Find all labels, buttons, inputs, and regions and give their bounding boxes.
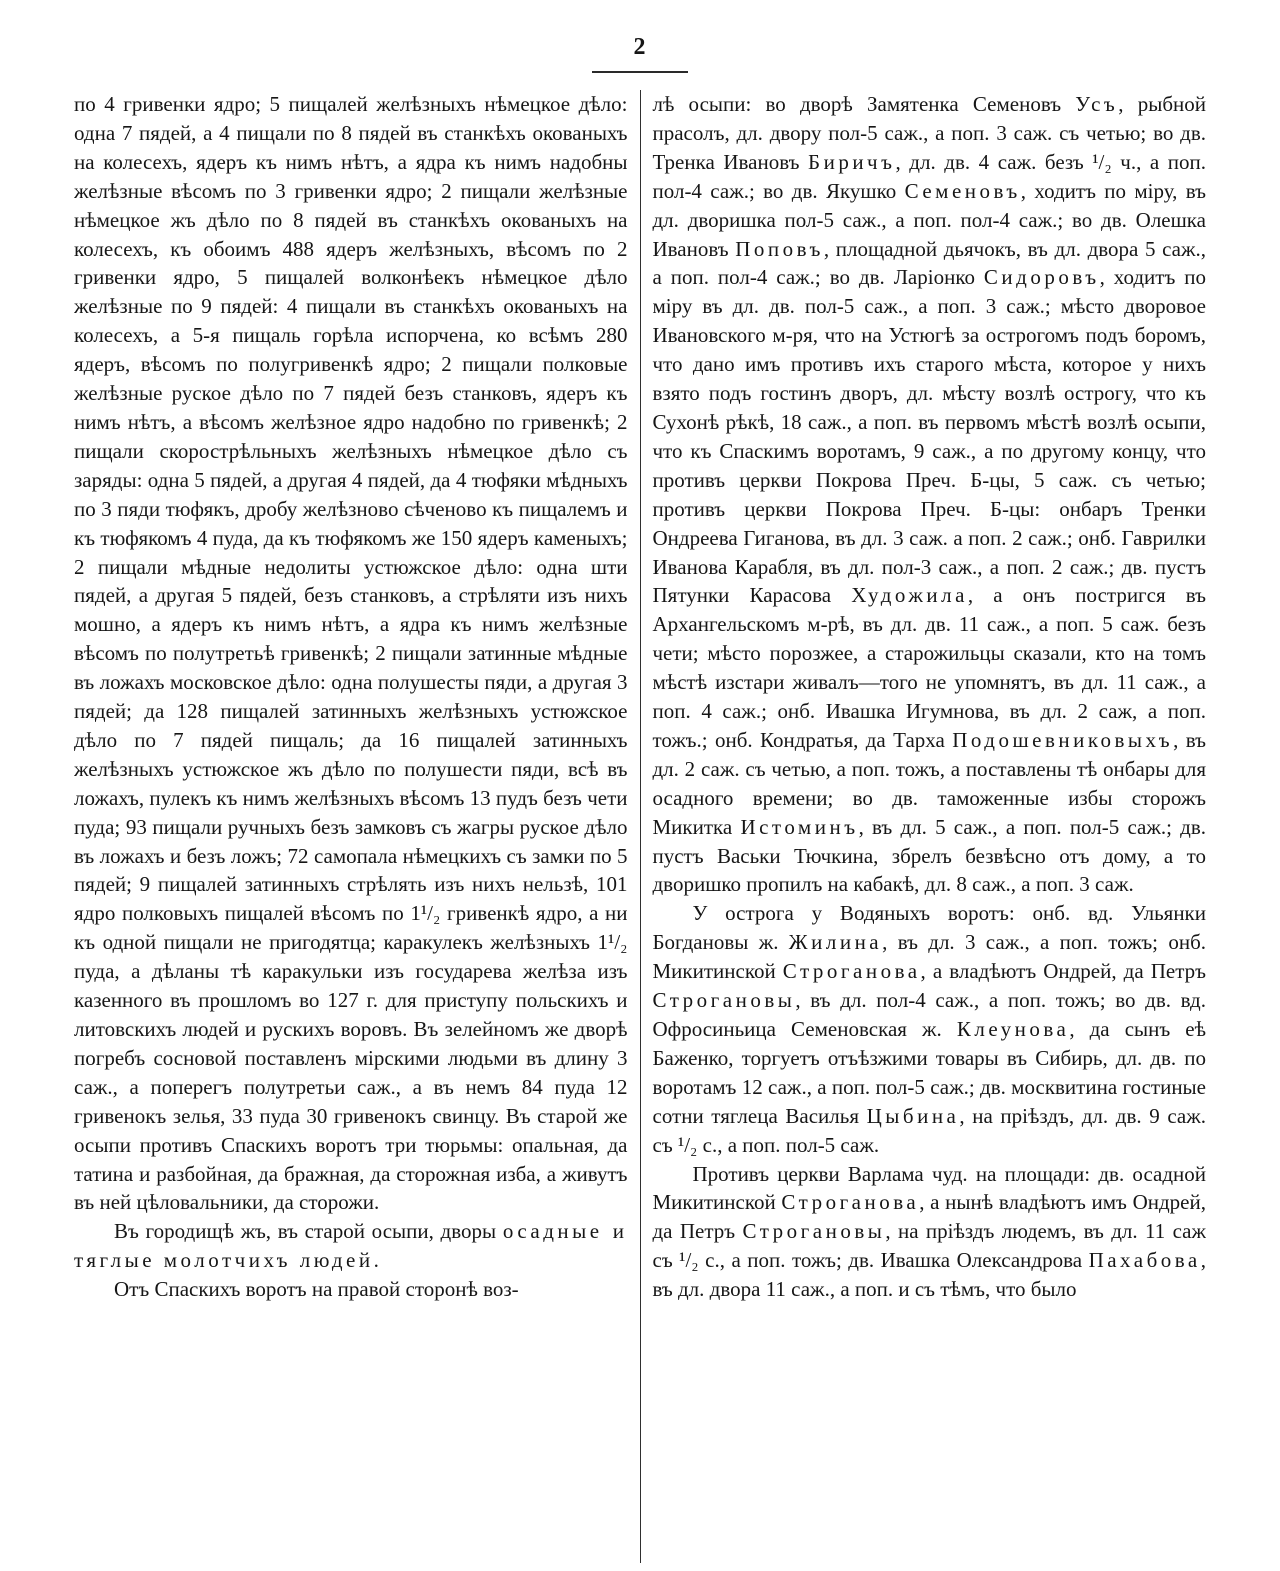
paragraph [74, 1275, 628, 1304]
letterspaced-name: Поповъ [735, 236, 824, 261]
paragraph [653, 90, 1207, 899]
letterspaced-name: Биричъ [808, 149, 896, 174]
text-column-left [74, 90, 640, 1563]
text-run: лѣ осыпи: во дворѣ Замятенка Семеновъ [652, 92, 1076, 116]
text-run: , въ дл. 3 саж., а поп. тожъ; онб. Микитинской [652, 930, 1206, 984]
letterspaced-name: Семеновъ [904, 178, 1021, 203]
letterspaced-name: осадные и тяглые молотчихъ людей [74, 1219, 628, 1273]
text-run: , въ дл. пол-4 саж., а поп. тожъ; во дв. вд. Офросиньица Семеновская ж. [652, 988, 1206, 1041]
letterspaced-name: Пахабова [1088, 1248, 1201, 1273]
letterspaced-name: Цыбина [866, 1103, 960, 1128]
text-column-right [641, 90, 1207, 1563]
text-run: , въ дл. 5 саж., а поп. пол-5 саж.; дв. пустъ Васьки Тючкина, збрелъ безвѣсно отъ дому, а то дворишко пропилъ на кабакѣ, дл. 8 саж., а поп. 3 саж. [652, 814, 1206, 897]
page-number: 2 [633, 34, 647, 60]
text-run: Въ городищѣ жъ, въ старой осыпи, дворы [114, 1219, 503, 1244]
paragraph [653, 1160, 1207, 1305]
paragraph [74, 1217, 628, 1275]
letterspaced-name: Клеунова [956, 1017, 1070, 1041]
text-run: , въ дл. двора 11 саж., а поп. и съ тѣмъ, что было [652, 1248, 1206, 1302]
header-rule [592, 71, 688, 73]
text-run: Противъ церкви Варлама чуд. на площади: дв. осадной Микитинской [652, 1161, 1206, 1215]
letterspaced-name: Истоминъ [740, 814, 859, 839]
text-run: , а онъ постригся въ Архангельскомъ м-рѣ, въ дл. дв. 11 саж., а поп. 5 саж. безъ чети; мѣсто порозжее, а старожильцы сказали, кто на томъ мѣстѣ изстари живалъ—того не упомнятъ, въ дл. 11 саж., а поп. 4 саж.; онб. Ивашка Игумнова, въ дл. 2 саж, а поп. тожъ.; онб. Кондратья, да Тарха [652, 583, 1206, 752]
paragraph [653, 899, 1207, 1159]
letterspaced-name: Художила [851, 583, 968, 608]
text-run: , на пріѣздъ, дл. дв. 9 саж. съ ¹/₂ с., а поп. пол-5 саж. [652, 1103, 1206, 1157]
text-run: , да сынъ еѣ Баженко, торгуетъ отъѣзжими товары въ Сибирь, дл. дв. по воротамъ 12 саж., а поп. пол-5 саж.; дв. москвитина гостиные сотни тяглеца Василья [652, 1017, 1206, 1128]
text-run: , рыбной прасолъ, дл. двору пол-5 саж., а поп. 3 саж. съ четью; во дв. Тренка Ивановъ [652, 92, 1206, 174]
letterspaced-name: Строгановы [742, 1219, 886, 1244]
letterspaced-name: Строгановы [652, 988, 796, 1013]
text-block [74, 90, 1206, 1563]
text-run: . [373, 1248, 379, 1273]
letterspaced-name: Сидоровъ [983, 265, 1100, 290]
letterspaced-name: Усъ [1075, 92, 1119, 116]
text-run: , а нынѣ владѣютъ имъ Ондрей, да Петръ [652, 1190, 1206, 1244]
text-run: , ходитъ по міру, въ дл. дворишка пол-5 саж., а поп. пол-4 саж.; во дв. Олешка Ивановъ [652, 178, 1206, 261]
text-run: , а владѣютъ Ондрей, да Петръ [920, 959, 1206, 984]
text-run: , на пріѣздъ людемъ, въ дл. 11 саж съ ¹/₂ с., а поп. тожъ; дв. Ивашка Олександрова [652, 1219, 1206, 1273]
text-run: по 4 гривенки ядро; 5 пищалей желѣзныхъ нѣмецкое дѣло: одна 7 пядей, а 4 пищали по 8 пядей въ станкѣхъ окованыхъ на колесехъ, ядеръ къ нимъ нѣтъ, а ядра къ нимъ надобны желѣзные вѣсомъ по 3 гривенки ядро; 2 пищали желѣзные нѣмецкое жъ дѣло по 8 пядей въ станкѣхъ окованыхъ на колесехъ, къ обоимъ 488 ядеръ желѣзныхъ, вѣсомъ по 2 гривенки ядро, 5 пищалей волконѣекъ нѣмецкое дѣло желѣзные по 9 пядей: 4 пищали въ станкѣхъ окованыхъ на колесехъ, а 5-я пищаль горѣла испорчена, ко всѣмъ 280 ядеръ, вѣсомъ по полугривенкѣ ядро; 2 пищали полковые желѣзные руское дѣло по 7 пядей безъ станковъ, ядеръ къ нимъ нѣтъ, а вѣсомъ желѣзное ядро надобно по гривенкѣ; 2 пищали скорострѣльныхъ желѣзныхъ нѣмецкое дѣло съ заряды: одна 5 пядей, а другая 4 пядей, да 4 тюфяки мѣдныхъ по 3 пяди тюфякъ, дробу желѣзново сѣченово къ пищалемъ и къ тюфякомъ 4 пуда, да къ тюфякомъ же 150 ядеръ каменыхъ; 2 пищали мѣдные недолиты устюжское дѣло: одна шти пядей, а другая 5 пядей, безъ станковъ, а стрѣляти изъ нихъ мошно, а ядеръ къ нимъ нѣтъ, а ядра къ нимъ желѣзные вѣсомъ по полутретьѣ гривенкѣ; 2 пищали затинные мѣдные въ ложахъ московское дѣло: одна полушесты пяди, а другая 3 пядей; да 128 пищалей затинныхъ желѣзныхъ устюжское дѣло по 7 пядей пищаль; да 16 пищалей затинныхъ желѣзныхъ устюжское жъ дѣло по полушести пяди, всѣ въ ложахъ, пулекъ къ нимъ желѣзныхъ вѣсомъ 13 пудъ безъ чети пуда; 93 пищали ручныхъ безъ замковъ съ жагры руское дѣло въ ложахъ и безъ ложъ; 72 самопала нѣмецкихъ съ замки по 5 пядей; 9 пищалей затинныхъ стрѣлять изъ нихъ нельзѣ, 101 ядро полковыхъ пищалей вѣсомъ по 1¹/₂ гривенкѣ ядро, а ни къ одной пищали не пригодятца; каракулекъ желѣзныхъ 1¹/₂ пуда, а дѣланы тѣ каракульки изъ государева желѣза изъ казенного въ прошломъ во 127 г. для приступу польскихъ и литовскихъ людей и рускихъ воровъ. Въ зелейномъ же дворѣ погребъ сосновой поставленъ мірскими людьми въ длину 3 саж., а поперегъ полутретьи саж., а въ немъ 84 пуда 12 гривенокъ зелья, 33 пуда 30 гривенокъ свинцу. Въ старой же осыпи противъ Спаскихъ воротъ три тюрьмы: опальная, да татина и разбойная, да бражная, да сторожная изба, а живутъ въ ней цѣловальники, да сторожи. [74, 92, 628, 1215]
text-run: , дл. дв. 4 саж. безъ ¹/₂ ч., а поп. пол-4 саж.; во дв. Якушко [652, 149, 1206, 203]
paragraph [74, 90, 628, 1217]
text-run: , ходитъ по міру въ дл. дв. пол-5 саж., а поп. 3 саж.; мѣсто дворовое Ивановского м-ря, что на Устюгѣ за острогомъ подъ боромъ, что дано имъ противъ ихъ старого мѣста, которое у нихъ взято подъ гостинъ дворъ, дл. мѣсту возлѣ острогу, что къ Сухонѣ рѣкѣ, 18 саж., а поп. въ первомъ мѣстѣ возлѣ осыпи, что къ Спаскимъ воротамъ, 9 саж., а по другому концу, что противъ церкви Покрова Преч. Б-цы, 5 саж. съ четью; противъ церкви Покрова Преч. Б-цы: онбаръ Тренки Ондреева Гиганова, въ дл. 3 саж. а поп. 2 саж.; онб. Гаврилки Иванова Карабля, въ дл. пол-3 саж., а поп. 2 саж.; дв. пустъ Пятунки Карасова [652, 265, 1206, 608]
text-run: Отъ Спаскихъ воротъ на правой сторонѣ воз- [114, 1277, 519, 1302]
letterspaced-name: Строганова [781, 1190, 920, 1215]
letterspaced-name: Жилина [788, 930, 883, 955]
text-run: , площадной дьячокъ, въ дл. двора 5 саж., а поп. пол-4 саж.; во дв. Ларіонко [652, 236, 1206, 290]
letterspaced-name: Подошевниковыхъ [952, 727, 1174, 752]
letterspaced-name: Строганова [782, 959, 921, 984]
text-run: У острога у Водяныхъ воротъ: онб. вд. Ульянки Богдановы ж. [652, 901, 1206, 955]
text-run: , въ дл. 2 саж. съ четью, а поп. тожъ, а поставлены тѣ онбары для осадного времени; во дв. таможенные избы сторожъ Микитка [652, 727, 1206, 839]
